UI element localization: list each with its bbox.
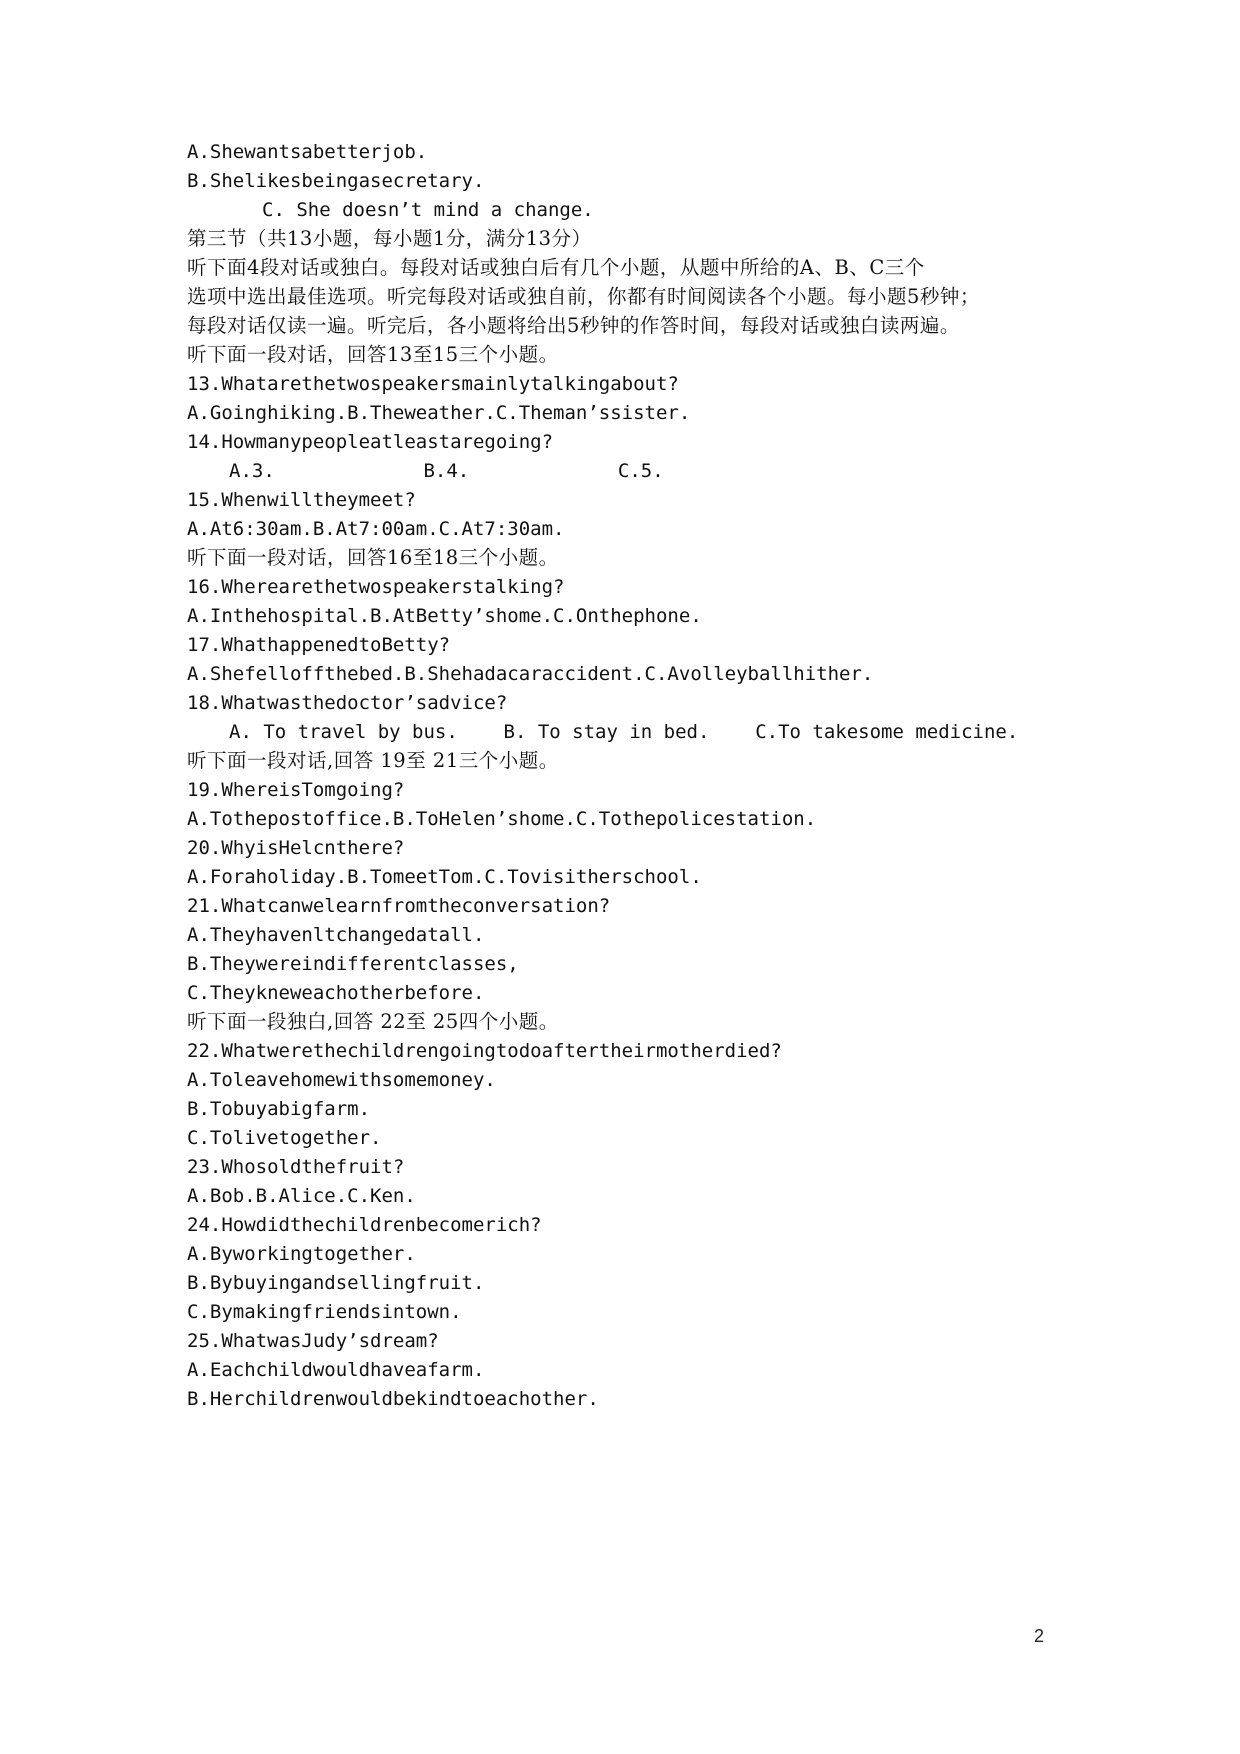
question-line: 23.Whosoldthefruit? [187,1156,405,1178]
question-line: 16.Wherearethetwospeakerstalking? [187,576,565,598]
option-line: C.Tolivetogether. [187,1127,382,1149]
option-line: B.Theywereindifferentclasses, [187,953,519,975]
instruction-text: 每段对话仅读一遍。听完后，各小题将给出5秒钟的作答时间，每段对话或独白读两遍。 [187,314,960,337]
dialogue-heading: 听下面一段对话,回答 19至 21三个小题。 [187,749,559,772]
option-line: B.Herchildrenwouldbekindtoeachother. [187,1388,599,1410]
option-line: A.Foraholiday.B.TomeetTom.C.Tovisitherschool. [187,866,702,888]
question-line: 22.Whatwerethechildrengoingtodoaftertheirmotherdied? [187,1040,782,1062]
section-heading: 第三节（共13小题，每小题1分，满分13分） [187,227,592,250]
option-line: C.Bymakingfriendsintown. [187,1301,462,1323]
option-line: A.Shewantsabetterjob. [187,141,428,163]
question-line: 14.Howmanypeopleatleastaregoing? [187,431,554,453]
question-line: 20.WhyisHelcnthere? [187,837,405,859]
dialogue-heading: 听下面一段对话，回答13至15三个小题。 [187,343,559,366]
option-line: C. She doesn’t mind a change. [262,199,594,221]
option-line: A.Tothepostoffice.B.ToHelen’shome.C.Tothepolicestation. [187,808,817,830]
option-line: A.3. B.4. C.5. [229,460,664,482]
option-line: B.Tobuyabigfarm. [187,1098,371,1120]
option-line: B.Shelikesbeingasecretary. [187,170,485,192]
option-line: C.Theykneweachotherbefore. [187,982,485,1004]
option-line: A.Inthehospital.B.AtBetty’shome.C.Onthephone. [187,605,702,627]
question-line: 25.WhatwasJudy’sdream? [187,1330,439,1352]
dialogue-heading: 听下面一段对话，回答16至18三个小题。 [187,546,559,569]
option-line: A.At6:30am.B.At7:00am.C.At7:30am. [187,518,565,540]
page-number: 2 [1034,1626,1045,1646]
question-line: 24.Howdidthechildrenbecomerich? [187,1214,542,1236]
option-line: A.Goinghiking.B.Theweather.C.Theman’ssister. [187,402,691,424]
question-line: 21.Whatcanwelearnfromtheconversation? [187,895,611,917]
question-line: 17.WhathappenedtoBetty? [187,634,451,656]
instruction-text: 听下面4段对话或独白。每段对话或独白后有几个小题，从题中所给的A、B、C三个 [187,256,925,279]
option-line: A.Theyhavenltchangedatall. [187,924,485,946]
option-line: A.Toleavehomewithsomemoney. [187,1069,496,1091]
option-line: B.Bybuyingandsellingfruit. [187,1272,485,1294]
option-line: A.Shefelloffthebed.B.Shehadacaraccident.C.Avolleyballhither. [187,663,874,685]
option-line: A. To travel by bus. B. To stay in bed. C.To takesome medicine. [229,721,1019,743]
monologue-heading: 听下面一段独白,回答 22至 25四个小题。 [187,1010,559,1033]
question-line: 19.WhereisTomgoing? [187,779,405,801]
option-line: A.Eachchildwouldhaveafarm. [187,1359,485,1381]
option-line: A.Bob.B.Alice.C.Ken. [187,1185,416,1207]
question-line: 13.Whatarethetwospeakersmainlytalkingabout? [187,373,679,395]
instruction-text: 选项中选出最佳选项。听完每段对话或独自前，你都有时间阅读各个小题。每小题5秒钟； [187,285,980,308]
question-line: 18.Whatwasthedoctor’sadvice? [187,692,508,714]
question-line: 15.Whenwilltheymeet? [187,489,416,511]
option-line: A.Byworkingtogether. [187,1243,416,1265]
